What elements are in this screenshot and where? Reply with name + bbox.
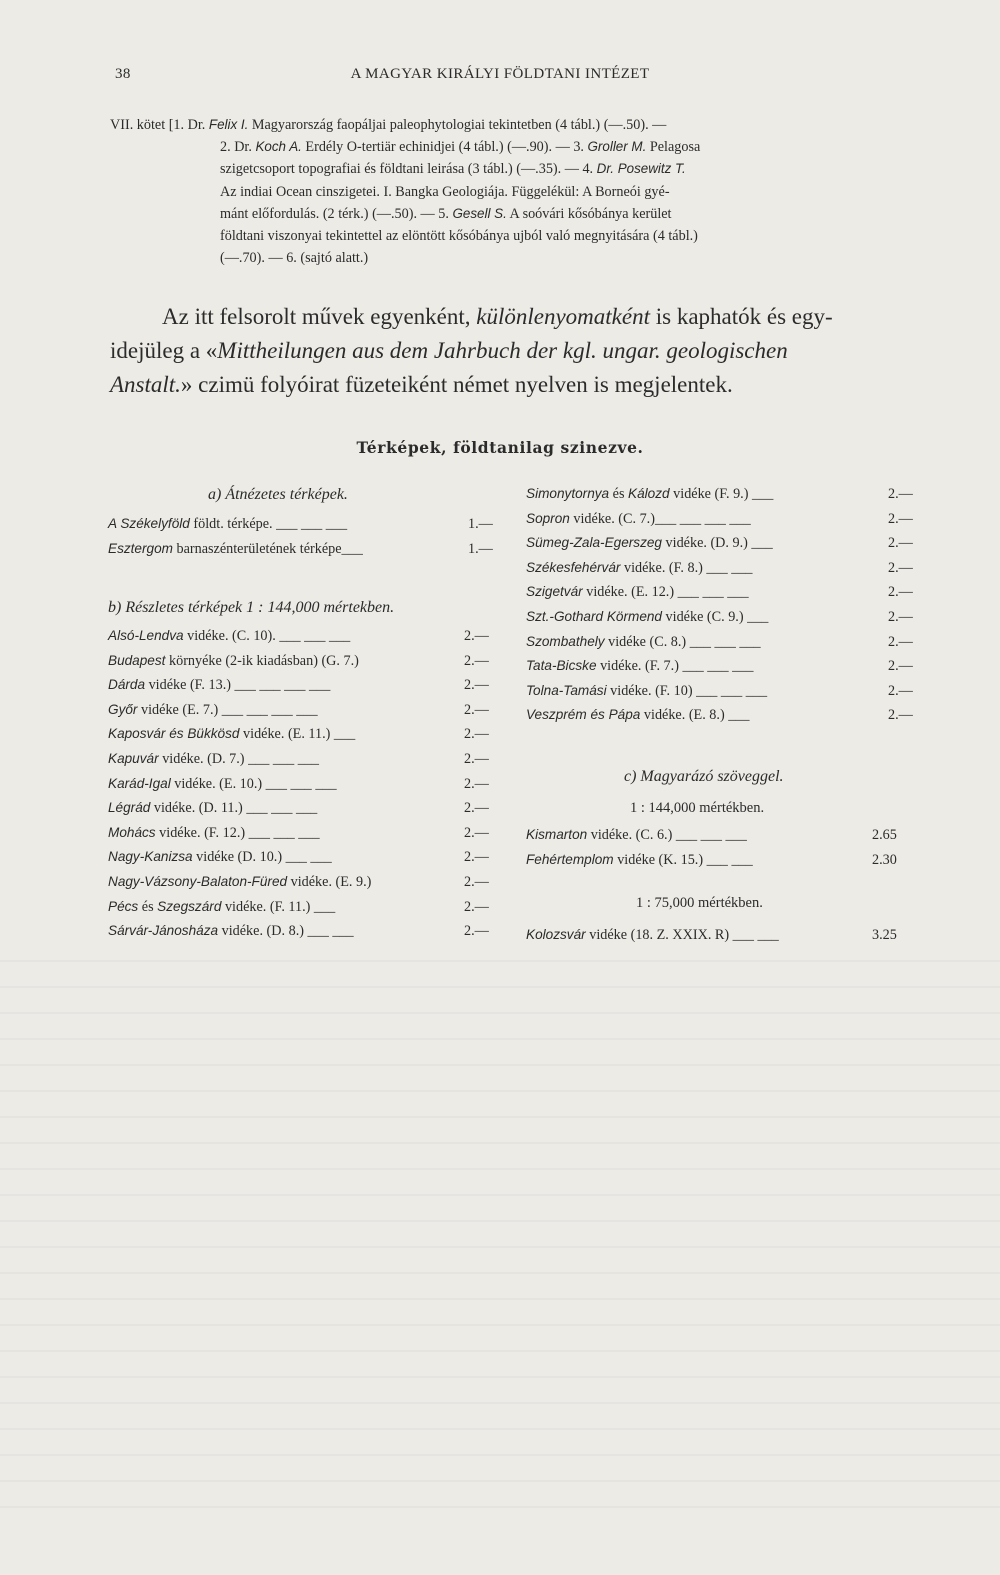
map-description: vidéke. (F. 11.) ___ [221, 898, 336, 915]
map-description: vidéke. (F. 8.) ___ ___ [620, 559, 753, 576]
map-description: vidéke (F. 9.) ___ [669, 486, 774, 502]
map-list-item [526, 609, 913, 633]
price: 2.65 [872, 827, 897, 843]
subheading-b: b) Részletes térképek 1 : 144,000 mértekben. [108, 599, 395, 616]
price: 2.— [888, 584, 913, 601]
map-description: környéke (2-ik kiadásban) (G. 7.) [165, 652, 359, 669]
map-list-item [526, 827, 897, 851]
place-name: Sopron [526, 510, 570, 526]
map-description: vidéke (D. 10.) ___ ___ [192, 849, 332, 866]
place-name: Kapuvár [108, 751, 159, 766]
vii-line: szigetcsoport topografiai és földtani leirása (3 tábl.) (—.35). — 4. Dr. Posewitz T. [220, 161, 686, 178]
map-list-item [108, 516, 493, 540]
map-description: vidéke. (E. 8.) ___ [640, 707, 750, 724]
place-name: Mohács [108, 824, 156, 840]
subheading-a: a) Átnézetes térképek. [208, 486, 348, 503]
map-description: vidéke. (F. 7.) ___ ___ ___ [596, 658, 754, 675]
price: 2.— [464, 726, 489, 743]
place-name: Esztergom [108, 541, 173, 556]
price: 2.— [464, 751, 489, 767]
map-list-item [526, 633, 913, 658]
place-name: Szt.-Gothard Körmend [526, 609, 662, 624]
availability-paragraph: Az itt felsorolt művek egyenként, különlenyomatként is kaphatók és egy- idejüleg a «Mittheilungen aus dem Jahrbuch der kgl. ungar. geologischen Anstalt.» czimü folyóirat füzeteiként német nyelven is megjelentek. [110, 304, 833, 397]
price: 1.— [468, 516, 493, 532]
map-description: vidéke (E. 7.) ___ ___ ___ ___ [137, 701, 318, 718]
price: 2.— [464, 898, 489, 915]
map-description: vidéke. (D. 9.) ___ [662, 535, 773, 552]
price: 2.— [464, 652, 489, 669]
place-name: Veszprém és Pápa [526, 707, 641, 723]
map-list-item [108, 541, 493, 565]
map-list-item [108, 652, 489, 677]
price: 2.— [888, 682, 913, 699]
price: 1.— [468, 541, 493, 557]
place-name: Tata-Bicske [526, 658, 597, 674]
place-name: Sümeg-Zala-Egerszeg [526, 535, 662, 551]
vii-line: 2. Dr. Koch A. Erdély O-tertiär echinidjei (4 tábl.) (—.90). — 3. Groller M. Pelagosa [220, 139, 701, 156]
map-list-item [108, 824, 489, 849]
price: 2.— [888, 486, 913, 502]
running-header [0, 66, 1000, 88]
page-number: 38 [115, 66, 131, 82]
map-description: földt. térképe. ___ ___ ___ [189, 516, 348, 532]
map-list-item [526, 927, 897, 951]
place-name: Székesfehérvár [526, 559, 621, 575]
map-description: vidéke. (C. 7.)___ ___ ___ ___ [569, 510, 751, 527]
price: 2.— [888, 535, 913, 552]
map-description: vidéke. (E. 11.) ___ [239, 726, 356, 743]
place-name: Kismarton [526, 827, 588, 842]
volume-vii-entry [110, 114, 880, 269]
vii-line: földtani viszonyai tekintettel az elöntött kősóbánya ujból való megnyitására (4 tábl.) [220, 228, 698, 245]
place-name: Kálozd [628, 486, 670, 501]
map-list-item [526, 682, 913, 707]
section-title: Térképek, földtanilag szinezve. [356, 438, 644, 457]
map-description: vidéke. (E. 12.) ___ ___ ___ [582, 584, 749, 601]
price: 2.30 [872, 851, 897, 868]
map-description: és [138, 898, 158, 915]
map-list-item [526, 658, 913, 682]
price: 2.— [464, 923, 489, 940]
vii-line: mánt előfordulás. (2 térk.) (—.50). — 5. Gesell S. A soóvári kősóbánya kerület [220, 205, 672, 222]
place-name: Kolozsvár [526, 927, 586, 942]
map-list-item [108, 898, 489, 923]
place-name: Fehértemplom [526, 851, 614, 867]
map-description: vidéke. (E. 10.) ___ ___ ___ [170, 775, 337, 792]
map-description: vidéke. (C. 6.) ___ ___ ___ [587, 827, 747, 843]
map-description: vidéke. (D. 7.) ___ ___ ___ [158, 751, 320, 767]
subheading-c: c) Magyarázó szöveggel. [624, 768, 784, 785]
map-list-item [108, 800, 489, 824]
map-list-item [108, 775, 489, 800]
scale-75000: 1 : 75,000 mértékben. [636, 895, 763, 911]
map-description: és [609, 486, 629, 502]
place-name: Alsó-Lendva [108, 628, 184, 643]
map-list-item [108, 701, 489, 726]
place-name: Simonytornya [526, 486, 610, 501]
place-name: Kaposvár és Bükkösd [108, 726, 240, 742]
map-list-item [526, 486, 913, 510]
map-description: vidéke (C. 9.) ___ [662, 609, 769, 625]
header-title: A MAGYAR KIRÁLYI FÖLDTANI INTÉZET [350, 66, 650, 82]
price: 2.— [464, 701, 489, 718]
map-list-item [526, 510, 913, 535]
show-through-text [0, 960, 1000, 1520]
map-list-item [526, 707, 913, 731]
map-description: vidéke (K. 15.) ___ ___ [613, 851, 753, 868]
map-list-item [108, 849, 489, 873]
price: 2.— [888, 658, 913, 675]
map-description: vidéke. (C. 10). ___ ___ ___ [183, 628, 351, 644]
map-list-item [526, 535, 913, 559]
map-description: vidéke. (F. 12.) ___ ___ ___ [155, 824, 320, 841]
price: 2.— [464, 628, 489, 644]
price: 2.— [464, 874, 489, 890]
price: 2.— [464, 800, 489, 817]
place-name: Nagy-Kanizsa [108, 849, 193, 865]
place-name: Légrád [108, 800, 151, 816]
map-list-item [526, 851, 897, 876]
price: 2.— [464, 677, 489, 694]
map-list-item [108, 726, 489, 750]
place-name: Pécs [108, 898, 139, 914]
place-name: Szegszárd [157, 898, 222, 914]
map-description: vidéke. (D. 11.) ___ ___ ___ [150, 800, 318, 817]
place-name: Dárda [108, 677, 146, 693]
map-list-item [526, 584, 913, 608]
price: 3.25 [872, 927, 897, 943]
map-description: vidéke. (D. 8.) ___ ___ [218, 923, 354, 940]
scale-144000: 1 : 144,000 mértékben. [630, 800, 765, 816]
vii-line: (—.70). — 6. (sajtó alatt.) [220, 250, 369, 267]
map-description: vidéke. (E. 9.) [287, 874, 372, 890]
map-list-item [108, 923, 489, 947]
place-name: Nagy-Vázsony-Balaton-Füred [108, 874, 288, 889]
price: 2.— [464, 849, 489, 866]
vii-line: VII. kötet [1. Dr. Felix I. Magyarország faopáljai paleophytologiai tekintetben (4 tábl.) (—.50). — [110, 117, 667, 133]
map-description: vidéke (18. Z. XXIX. R) ___ ___ [585, 927, 779, 943]
price: 2.— [888, 633, 913, 650]
price: 2.— [464, 824, 489, 841]
price: 2.— [888, 559, 913, 576]
place-name: Szigetvár [526, 584, 583, 600]
place-name: Budapest [108, 652, 166, 668]
place-name: Győr [108, 701, 138, 717]
map-list-item [108, 751, 489, 775]
map-list-item [526, 559, 913, 584]
map-list-item [108, 874, 489, 898]
map-description: vidéke. (F. 10) ___ ___ ___ [606, 682, 768, 699]
price: 2.— [888, 510, 913, 527]
map-description: vidéke (F. 13.) ___ ___ ___ ___ [145, 677, 331, 694]
place-name: Tolna-Tamási [526, 682, 607, 698]
place-name: Szombathely [526, 633, 605, 649]
map-list-item [108, 677, 489, 701]
place-name: Sárvár-Jánosháza [108, 923, 219, 939]
map-description: vidéke (C. 8.) ___ ___ ___ [604, 633, 761, 650]
map-description: barnaszénterületének térképe___ [172, 541, 363, 557]
price: 2.— [464, 775, 489, 792]
place-name: A Székelyföld [108, 516, 190, 531]
vii-line: Az indiai Ocean cinszigetei. I. Bangka Geologiája. Függelékül: A Borneói gyé- [220, 183, 670, 200]
map-list-item [108, 628, 489, 652]
price: 2.— [888, 609, 913, 625]
place-name: Karád-Igal [108, 775, 171, 791]
price: 2.— [888, 707, 913, 724]
